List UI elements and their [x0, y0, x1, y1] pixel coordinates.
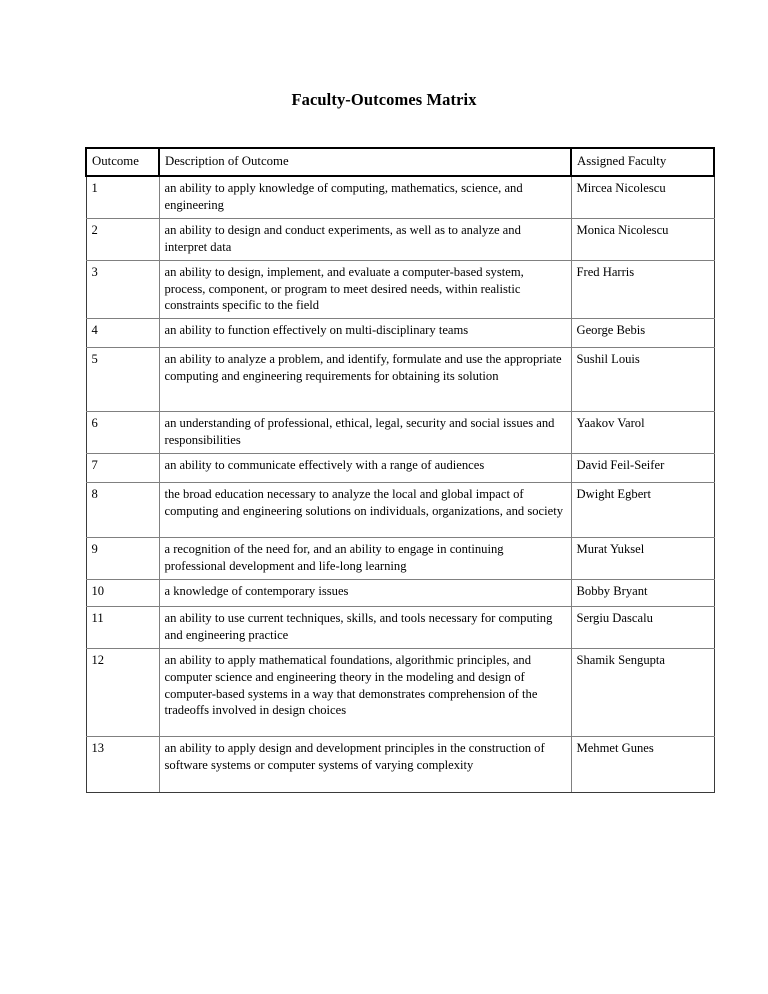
page-title: Faculty-Outcomes Matrix: [291, 90, 477, 109]
table-header-row: [86, 148, 714, 176]
cell-outcome-number: 13: [86, 737, 159, 793]
table-row: [86, 219, 714, 261]
cell-outcome-description: an ability to use current techniques, skills, and tools necessary for computing and engineering practice: [159, 607, 571, 649]
cell-assigned-faculty: Mircea Nicolescu: [571, 176, 714, 219]
cell-assigned-faculty: Mehmet Gunes: [571, 737, 714, 793]
cell-outcome-number: 12: [86, 649, 159, 737]
cell-assigned-faculty: Fred Harris: [571, 261, 714, 319]
cell-outcome-description: a knowledge of contemporary issues: [159, 580, 571, 607]
cell-assigned-faculty: Shamik Sengupta: [571, 649, 714, 737]
table-body: [86, 176, 714, 793]
cell-assigned-faculty: Sushil Louis: [571, 348, 714, 412]
cell-assigned-faculty: Dwight Egbert: [571, 483, 714, 538]
table-row: [86, 607, 714, 649]
outcomes-table: [85, 147, 715, 793]
cell-assigned-faculty: Yaakov Varol: [571, 412, 714, 454]
cell-outcome-number: 1: [86, 176, 159, 219]
cell-assigned-faculty: David Feil-Seifer: [571, 454, 714, 483]
cell-outcome-description: an ability to apply mathematical foundations, algorithmic principles, and computer science and engineering theory in the modeling and design of computer-based systems in a way that demonstrates comprehension of the tradeoffs involved in design choices: [159, 649, 571, 737]
faculty-outcomes-matrix: [85, 147, 713, 793]
cell-outcome-number: 6: [86, 412, 159, 454]
column-header-description: Description of Outcome: [159, 148, 571, 176]
column-header-outcome: Outcome: [86, 148, 159, 176]
table-row: [86, 412, 714, 454]
cell-outcome-number: 8: [86, 483, 159, 538]
cell-outcome-number: 10: [86, 580, 159, 607]
cell-assigned-faculty: Monica Nicolescu: [571, 219, 714, 261]
cell-outcome-number: 7: [86, 454, 159, 483]
table-row: [86, 454, 714, 483]
cell-outcome-number: 4: [86, 319, 159, 348]
cell-outcome-description: an ability to apply knowledge of computing, mathematics, science, and engineering: [159, 176, 571, 219]
cell-outcome-description: an ability to design and conduct experiments, as well as to analyze and interpret data: [159, 219, 571, 261]
table-row: [86, 176, 714, 219]
table-row: [86, 348, 714, 412]
cell-outcome-number: 11: [86, 607, 159, 649]
cell-outcome-description: an ability to function effectively on multi-disciplinary teams: [159, 319, 571, 348]
cell-assigned-faculty: Bobby Bryant: [571, 580, 714, 607]
table-row: [86, 737, 714, 793]
cell-outcome-description: an ability to design, implement, and evaluate a computer-based system, process, component, or program to meet desired needs, within realistic constraints specific to the field: [159, 261, 571, 319]
cell-outcome-number: 3: [86, 261, 159, 319]
table-row: [86, 483, 714, 538]
cell-outcome-description: an understanding of professional, ethical, legal, security and social issues and responsibilities: [159, 412, 571, 454]
table-row: [86, 319, 714, 348]
cell-outcome-description: the broad education necessary to analyze the local and global impact of computing and engineering solutions on individuals, organizations, and society: [159, 483, 571, 538]
table-row: [86, 580, 714, 607]
cell-assigned-faculty: Sergiu Dascalu: [571, 607, 714, 649]
column-header-faculty: Assigned Faculty: [571, 148, 714, 176]
cell-outcome-number: 9: [86, 538, 159, 580]
cell-outcome-number: 2: [86, 219, 159, 261]
cell-outcome-number: 5: [86, 348, 159, 412]
cell-outcome-description: a recognition of the need for, and an ability to engage in continuing professional development and life-long learning: [159, 538, 571, 580]
cell-outcome-description: an ability to communicate effectively with a range of audiences: [159, 454, 571, 483]
table-row: [86, 649, 714, 737]
cell-outcome-description: an ability to apply design and development principles in the construction of software systems or computer systems of varying complexity: [159, 737, 571, 793]
table-header: [86, 148, 714, 176]
cell-assigned-faculty: George Bebis: [571, 319, 714, 348]
cell-assigned-faculty: Murat Yuksel: [571, 538, 714, 580]
cell-outcome-description: an ability to analyze a problem, and identify, formulate and use the appropriate computing and engineering requirements for obtaining its solution: [159, 348, 571, 412]
table-row: [86, 538, 714, 580]
table-row: [86, 261, 714, 319]
